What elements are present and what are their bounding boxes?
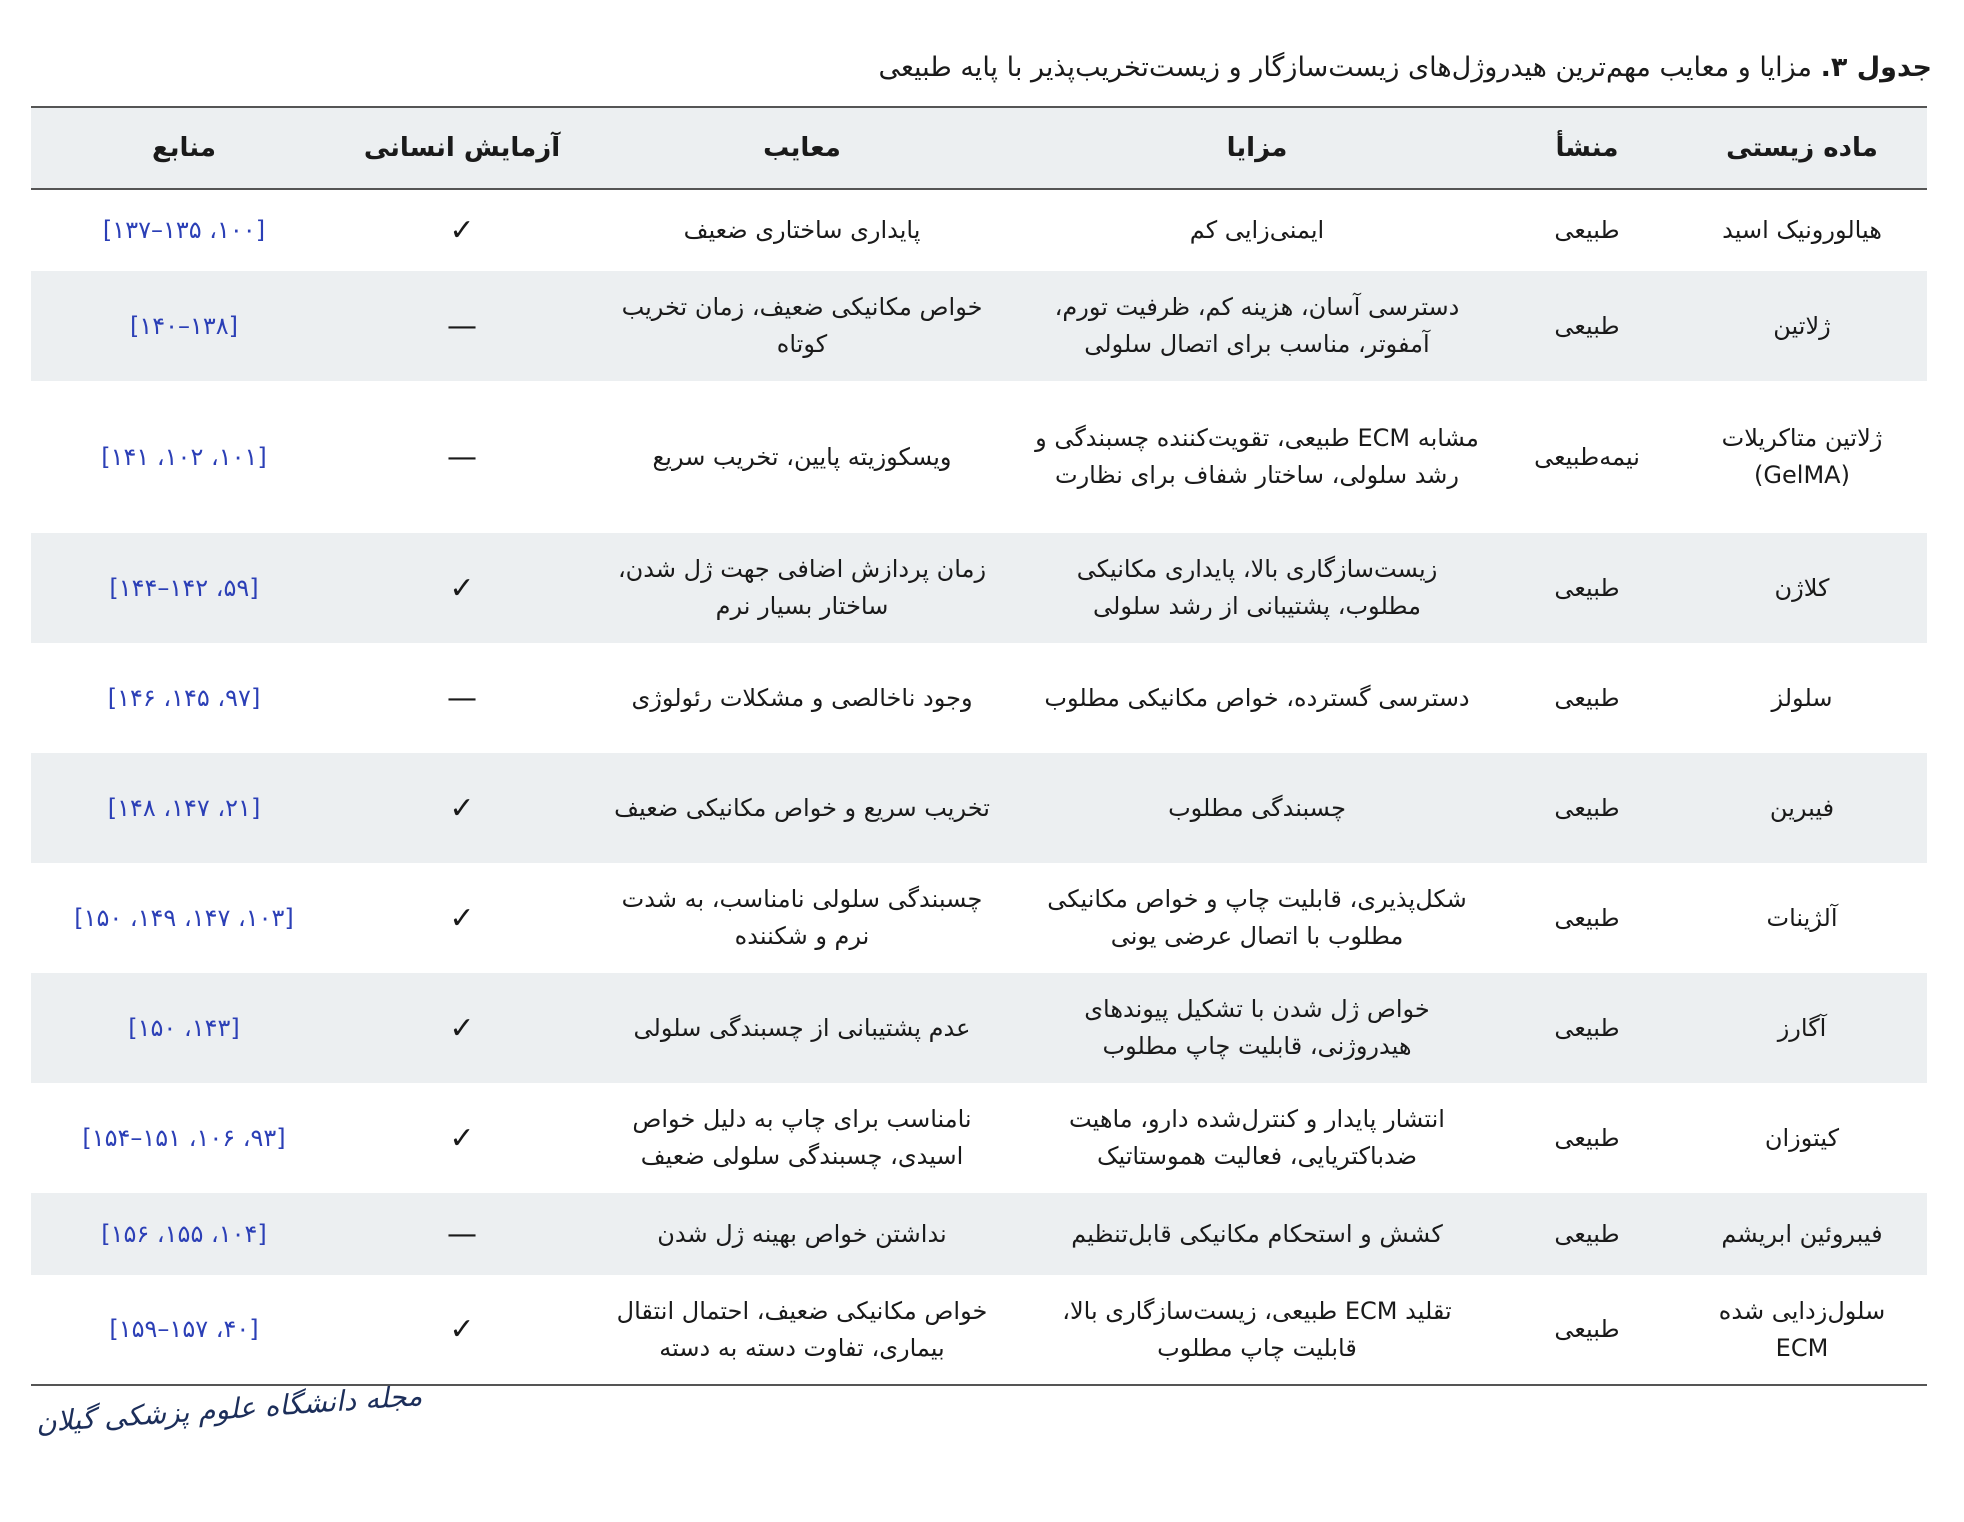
cell-references[interactable]: [۴۰، ۱۵۷–۱۵۹] (109, 1315, 259, 1343)
cell-material: کیتوزان (1764, 1123, 1840, 1152)
cell-material: فیبروئین ابریشم (1721, 1219, 1883, 1248)
dash-icon (447, 681, 477, 716)
cell-human-trial (337, 753, 587, 863)
caption-text: مزایا و معایب مهم‌ترین هیدروژل‌های زیست‌سازگار و زیست‌تخریب‌پذیر با پایه طبیعی (878, 52, 1821, 83)
table-row (31, 973, 1927, 1083)
check-icon (449, 791, 474, 826)
cell-human-trial (337, 643, 587, 753)
cell-disadvantages: نداشتن خواص بهینه ژل شدن (657, 1219, 947, 1248)
cell-advantages: زیست‌سازگاری بالا، پایداری مکانیکی مطلوب، پشتیبانی از رشد سلولی (1076, 555, 1438, 620)
cell-human-trial (337, 1193, 587, 1275)
cell-material: کلاژن (1774, 573, 1830, 602)
check-icon (449, 1312, 474, 1347)
cell-origin: طبیعی (1554, 1123, 1620, 1152)
cell-human-trial (337, 1275, 587, 1385)
cell-advantages: انتشار پایدار و کنترل‌شده دارو، ماهیت ضدباکتریایی، فعالیت هموستاتیک (1069, 1105, 1445, 1170)
cell-human-trial (337, 973, 587, 1083)
cell-material: سلولز (1771, 683, 1833, 712)
caption-label: جدول ۳. (1820, 52, 1932, 83)
cell-references[interactable]: [۱۴۳، ۱۵۰] (128, 1013, 240, 1042)
header-origin: منشأ (1555, 132, 1619, 163)
cell-advantages: دسترسی آسان، هزینه کم، ظرفیت تورم، آمفوتر، مناسب برای اتصال سلولی (1054, 293, 1460, 358)
check-icon (449, 1121, 474, 1156)
header-human-trial: آزمایش انسانی (363, 132, 561, 163)
cell-references[interactable]: [۱۰۳، ۱۴۷، ۱۴۹، ۱۵۰] (74, 903, 294, 932)
cell-advantages: شکل‌پذیری، قابلیت چاپ و خواص مکانیکی مطلوب با اتصال عرضی یونی (1047, 885, 1467, 950)
table-row (31, 1083, 1927, 1193)
check-icon (449, 1011, 474, 1046)
header-advantages: مزایا (1226, 132, 1288, 163)
cell-origin: طبیعی (1554, 793, 1620, 822)
table-row (31, 1275, 1927, 1385)
cell-origin: طبیعی (1554, 683, 1620, 712)
cell-advantages: مشابه ECM طبیعی، تقویت‌کننده چسبندگی و رشد سلولی، ساختار شفاف برای نظارت (1035, 424, 1479, 489)
table-row (31, 189, 1927, 271)
header-material: ماده زیستی (1726, 132, 1878, 163)
cell-origin: طبیعی (1554, 216, 1620, 244)
cell-material: فیبرین (1769, 793, 1835, 822)
cell-material: ژلاتین متاکریلات (GelMA) (1721, 424, 1883, 489)
cell-origin: طبیعی (1554, 903, 1620, 932)
header-disadvantages: معایب (763, 132, 841, 163)
check-icon (449, 213, 474, 248)
cell-disadvantages: نامناسب برای چاپ به دلیل خواص اسیدی، چسبندگی سلولی ضعیف (632, 1105, 972, 1170)
cell-references[interactable]: [۲۱، ۱۴۷، ۱۴۸] (107, 793, 261, 822)
hydrogel-comparison-table (31, 106, 1927, 1386)
dash-icon (447, 1217, 477, 1252)
table-row (31, 863, 1927, 973)
cell-advantages: ایمنی‌زایی کم (1189, 216, 1325, 244)
cell-disadvantages: وجود ناخالصی و مشکلات رئولوژی (631, 683, 973, 712)
cell-advantages: خواص ژل شدن با تشکیل پیوندهای هیدروژنی، قابلیت چاپ مطلوب (1084, 995, 1430, 1060)
journal-logo: مجله دانشگاه علوم پزشکی گیلان (34, 1379, 424, 1439)
table-row (31, 1193, 1927, 1275)
cell-disadvantages: خواص مکانیکی ضعیف، احتمال انتقال بیماری، تفاوت دسته به دسته (616, 1296, 988, 1362)
cell-disadvantages: زمان پردازش اضافی جهت ژل شدن، ساختار بسیار نرم (617, 555, 987, 620)
cell-references[interactable]: [۱۰۱، ۱۰۲، ۱۴۱] (101, 442, 267, 471)
dash-icon (447, 309, 477, 344)
table-row (31, 753, 1927, 863)
cell-material: ژلاتین (1773, 311, 1831, 340)
table-row (31, 533, 1927, 643)
cell-references[interactable]: [۱۰۰، ۱۳۵–۱۳۷] (102, 216, 266, 244)
cell-origin: طبیعی (1554, 1219, 1620, 1248)
check-icon (449, 571, 474, 606)
cell-references[interactable]: [۹۳، ۱۰۶، ۱۵۱–۱۵۴] (82, 1123, 286, 1152)
cell-advantages: تقلید ECM طبیعی، زیست‌سازگاری بالا، قابلیت چاپ مطلوب (1062, 1296, 1452, 1362)
cell-advantages: چسبندگی مطلوب (1168, 793, 1346, 822)
cell-disadvantages: چسبندگی سلولی نامناسب، به شدت نرم و شکننده (621, 885, 983, 950)
cell-disadvantages: خواص مکانیکی ضعیف، زمان تخریب کوتاه (621, 293, 983, 358)
cell-material: آگارز (1777, 1013, 1827, 1042)
cell-references[interactable]: [۱۳۸–۱۴۰] (129, 311, 239, 340)
cell-material: سلول‌زدایی شده ECM (1718, 1296, 1886, 1362)
cell-human-trial (337, 381, 587, 533)
table-caption (32, 48, 1932, 88)
table-row (31, 643, 1927, 753)
cell-origin: نیمه‌طبیعی (1534, 442, 1640, 471)
cell-human-trial (337, 533, 587, 643)
cell-human-trial (337, 271, 587, 381)
cell-disadvantages: پایداری ساختاری ضعیف (683, 216, 921, 244)
cell-disadvantages: عدم پشتیبانی از چسبندگی سلولی (633, 1013, 971, 1042)
cell-human-trial (337, 1083, 587, 1193)
cell-human-trial (337, 863, 587, 973)
cell-origin: طبیعی (1554, 1013, 1620, 1042)
table-row (31, 381, 1927, 533)
cell-references[interactable]: [۱۰۴، ۱۵۵، ۱۵۶] (101, 1219, 267, 1248)
header-references: منابع (152, 132, 216, 163)
cell-disadvantages: تخریب سریع و خواص مکانیکی ضعیف (614, 793, 990, 822)
cell-origin: طبیعی (1554, 573, 1620, 602)
cell-human-trial (337, 189, 587, 271)
cell-origin: طبیعی (1554, 311, 1620, 340)
cell-origin: طبیعی (1554, 1315, 1620, 1343)
cell-disadvantages: ویسکوزیته پایین، تخریب سریع (652, 442, 952, 471)
table-row (31, 271, 1927, 381)
cell-advantages: دسترسی گسترده، خواص مکانیکی مطلوب (1044, 683, 1470, 712)
cell-advantages: کشش و استحکام مکانیکی قابل‌تنظیم (1071, 1219, 1443, 1248)
header-row (31, 107, 1927, 189)
cell-references[interactable]: [۹۷، ۱۴۵، ۱۴۶] (107, 683, 261, 712)
dash-icon (447, 440, 477, 475)
cell-references[interactable]: [۵۹، ۱۴۲–۱۴۴] (109, 573, 259, 602)
check-icon (449, 901, 474, 936)
cell-material: هیالورونیک اسید (1722, 216, 1882, 244)
cell-material: آلژینات (1766, 903, 1838, 932)
